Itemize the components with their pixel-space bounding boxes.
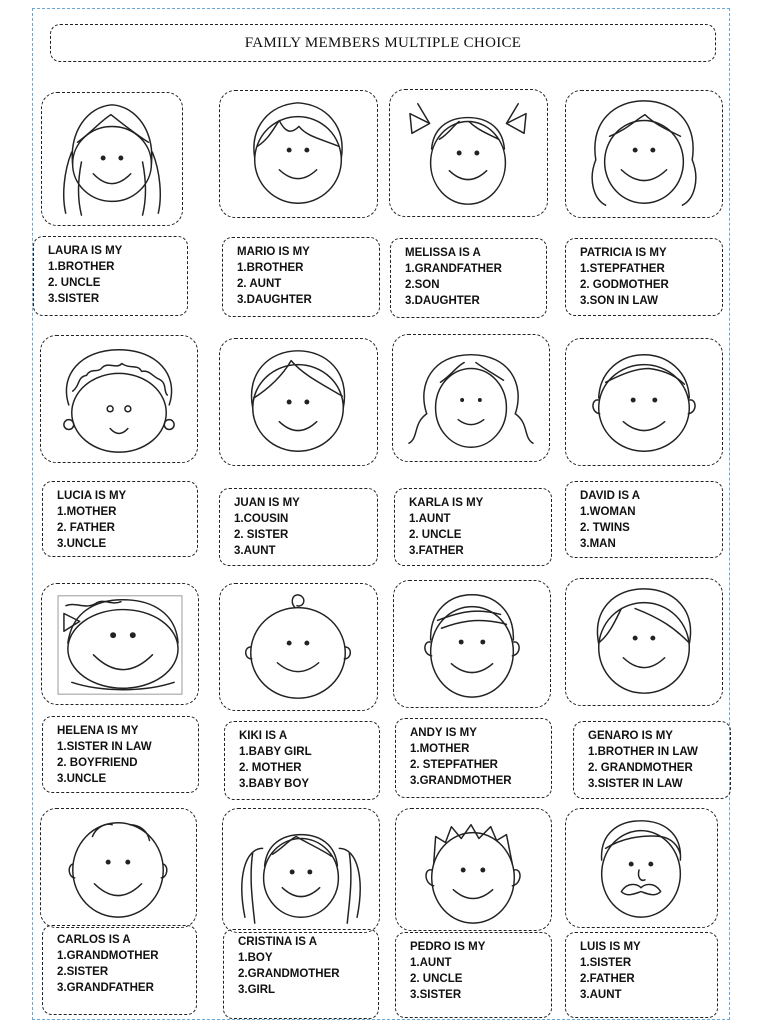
face-man-mustache [565, 808, 718, 928]
option-2: 2. GODMOTHER [580, 279, 669, 291]
option-2: 2. MOTHER [239, 762, 302, 774]
option-3: 3.BABY BOY [239, 778, 310, 790]
boy-bob-hair-icon [254, 103, 342, 203]
question-card-kiki [224, 721, 380, 800]
question-card-cristina [223, 929, 379, 1019]
question-text: CARLOS IS A [57, 934, 131, 946]
option-1: 1.GRANDFATHER [405, 263, 502, 275]
option-2: 2. UNCLE [409, 529, 462, 541]
question-text: JUAN IS MY [234, 497, 300, 509]
option-3: 3.SISTER [48, 293, 100, 305]
question-card-david [565, 481, 723, 558]
face-boy-side-hair [219, 338, 378, 466]
girl-pigtails-bows-icon [410, 104, 526, 204]
option-1: 1.BROTHER [237, 262, 304, 274]
option-1: 1.STEPFATHER [580, 263, 665, 275]
girl-braid-bow-icon [58, 596, 182, 694]
option-1: 1.MOTHER [57, 506, 117, 518]
option-3: 3.UNCLE [57, 773, 107, 785]
option-1: 1.WOMAN [580, 506, 636, 518]
question-text: ANDY IS MY [410, 727, 477, 739]
woman-wavy-hair-icon [409, 355, 533, 448]
question-card-helena [42, 716, 199, 793]
option-3: 3.MAN [580, 538, 616, 550]
option-2: 2. UNCLE [48, 277, 101, 289]
question-text: PEDRO IS MY [410, 941, 486, 953]
question-card-patricia [565, 238, 723, 316]
option-1: 1.GRANDMOTHER [57, 950, 159, 962]
woman-curly-earrings-icon [64, 350, 174, 452]
option-3: 3.FATHER [409, 545, 464, 557]
girl-pigtails-icon [242, 835, 360, 924]
boy-side-hair-icon [252, 351, 345, 451]
option-2: 2.SISTER [57, 966, 109, 978]
question-text: DAVID IS A [580, 490, 641, 502]
boy-spiky-hair-icon [426, 825, 520, 923]
question-card-luis [565, 932, 718, 1018]
option-3: 3.GRANDFATHER [57, 982, 154, 994]
question-text: GENARO IS MY [588, 730, 673, 742]
question-text: MELISSA IS A [405, 247, 481, 259]
option-3: 3.DAUGHTER [405, 295, 480, 307]
option-2: 2.GRANDMOTHER [238, 968, 340, 980]
face-boy-spiky-hair [395, 808, 552, 931]
option-3: 3.SON IN LAW [580, 295, 658, 307]
face-girl-pigtails [222, 808, 380, 933]
option-2: 2. SISTER [234, 529, 289, 541]
option-1: 1.SISTER IN LAW [57, 741, 152, 753]
option-1: 1.COUSIN [234, 513, 289, 525]
question-text: PATRICIA IS MY [580, 247, 667, 259]
question-card-mario [222, 237, 380, 317]
boy-short-hair-icon [425, 595, 519, 697]
question-card-genaro [573, 721, 731, 799]
face-girl-braid-bow [41, 583, 199, 705]
option-3: 3.GRANDMOTHER [410, 775, 512, 787]
question-card-pedro [395, 932, 552, 1018]
option-3: 3.AUNT [580, 989, 622, 1001]
face-boy-short-hair [393, 580, 551, 708]
option-1: 1.SISTER [580, 957, 632, 969]
question-text: CRISTINA IS A [238, 936, 318, 948]
option-3: 3.GIRL [238, 984, 276, 996]
face-bald-man [40, 808, 197, 928]
option-2: 2.FATHER [580, 973, 635, 985]
option-2: 2.SON [405, 279, 440, 291]
option-3: 3.DAUGHTER [237, 294, 312, 306]
man-bowl-hair-icon [598, 589, 691, 693]
question-card-andy [395, 718, 552, 798]
face-woman-curly-earrings [40, 335, 198, 463]
option-1: 1.BABY GIRL [239, 746, 312, 758]
option-2: 2. FATHER [57, 522, 115, 534]
baby-curl-icon [246, 595, 351, 698]
option-1: 1.BROTHER IN LAW [588, 746, 698, 758]
face-baby-curl [219, 583, 378, 711]
option-2: 2. TWINS [580, 522, 630, 534]
face-woman-curly-hair [565, 90, 723, 218]
option-2: 2. BOYFRIEND [57, 757, 138, 769]
option-2: 2. AUNT [237, 278, 282, 290]
question-card-melissa [390, 238, 547, 318]
option-1: 1.BOY [238, 952, 273, 964]
option-2: 2. STEPFATHER [410, 759, 498, 771]
woman-curly-hair-icon [592, 101, 696, 205]
question-card-carlos [42, 925, 197, 1015]
face-woman-wavy-hair [392, 334, 550, 462]
face-boy-bob-hair [219, 90, 378, 218]
option-1: 1.BROTHER [48, 261, 115, 273]
option-3: 3.UNCLE [57, 538, 107, 550]
bald-man-icon [69, 823, 167, 917]
option-3: 3.SISTER IN LAW [588, 778, 683, 790]
girl-long-hair-icon [64, 105, 161, 215]
question-card-juan [219, 488, 378, 566]
face-man-bowl-hair [565, 578, 723, 706]
question-text: LUIS IS MY [580, 941, 641, 953]
worksheet-title: FAMILY MEMBERS MULTIPLE CHOICE [50, 24, 716, 62]
face-girl-long-hair [41, 92, 183, 226]
man-short-hair-icon [593, 355, 695, 451]
face-man-short-hair [565, 338, 723, 466]
option-1: 1.AUNT [410, 957, 452, 969]
question-card-laura [33, 236, 188, 316]
man-mustache-icon [602, 821, 681, 917]
option-2: 2. GRANDMOTHER [588, 762, 693, 774]
option-3: 3.AUNT [234, 545, 276, 557]
option-1: 1.AUNT [409, 513, 451, 525]
face-girl-pigtails-bows [389, 89, 548, 217]
question-text: LAURA IS MY [48, 245, 123, 257]
question-text: KIKI IS A [239, 730, 288, 742]
question-card-karla [394, 488, 552, 566]
question-text: MARIO IS MY [237, 246, 310, 258]
question-text: LUCIA IS MY [57, 490, 127, 502]
option-2: 2. UNCLE [410, 973, 463, 985]
question-text: HELENA IS MY [57, 725, 139, 737]
option-1: 1.MOTHER [410, 743, 470, 755]
question-text: KARLA IS MY [409, 497, 484, 509]
option-3: 3.SISTER [410, 989, 462, 1001]
question-card-lucia [42, 481, 198, 557]
